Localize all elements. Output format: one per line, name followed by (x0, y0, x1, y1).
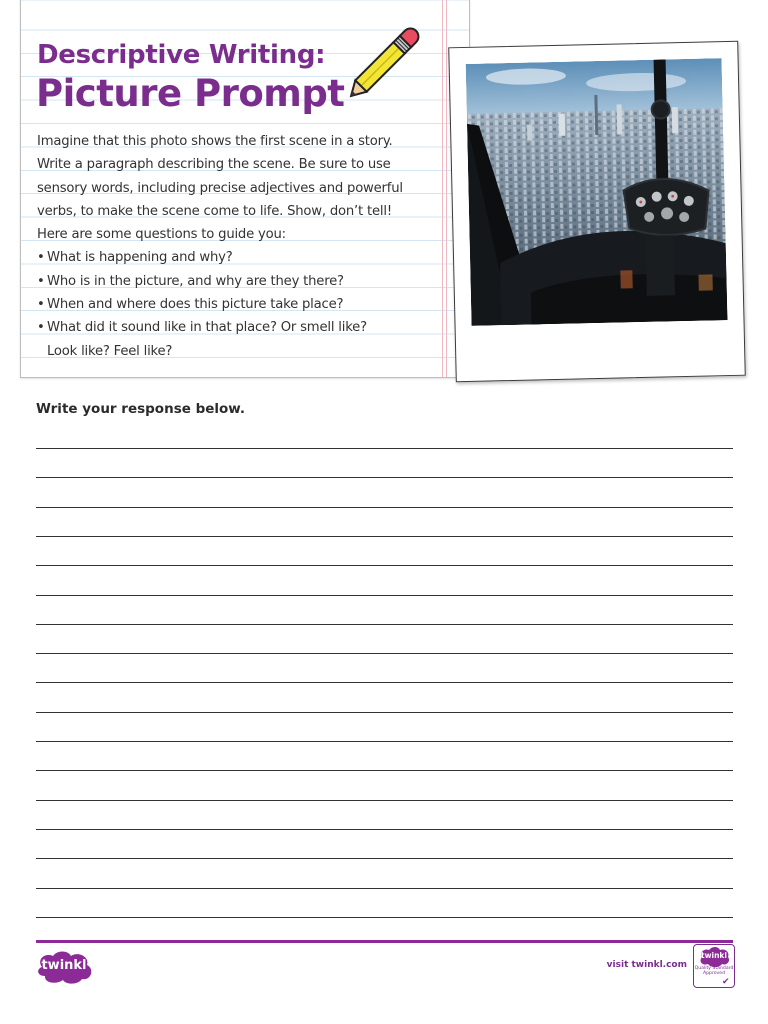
badge-quality-text: Quality Standard Approved (694, 966, 734, 977)
instructions-text (37, 130, 442, 363)
response-prompt: Write your response below. (36, 401, 246, 417)
response-lines-area[interactable] (36, 420, 733, 920)
intro-line-2: Write a paragraph describing the scene. Be sure to use (37, 157, 391, 173)
question-item (37, 293, 442, 316)
response-line[interactable] (36, 829, 733, 830)
check-icon: ✔ (722, 977, 730, 987)
bullet: • (37, 273, 45, 289)
response-line[interactable] (36, 741, 733, 742)
bullet: • (37, 320, 45, 336)
response-line[interactable] (36, 653, 733, 654)
quality-badge-icon (693, 944, 735, 988)
response-line[interactable] (36, 682, 733, 683)
response-line[interactable] (36, 917, 733, 918)
intro-line-5: Here are some questions to guide you: (37, 227, 286, 243)
question-item (37, 270, 442, 293)
notepaper-margin-line (442, 0, 447, 377)
question-item (37, 316, 442, 339)
question-text: Who is in the picture, and why are they there? (47, 273, 344, 289)
footer-divider (36, 940, 733, 943)
response-line[interactable] (36, 624, 733, 625)
response-line[interactable] (36, 536, 733, 537)
guiding-questions-list (37, 246, 442, 362)
instruction-card (20, 0, 470, 378)
response-line[interactable] (36, 712, 733, 713)
response-line[interactable] (36, 800, 733, 801)
question-item-continuation (37, 340, 442, 363)
response-line[interactable] (36, 858, 733, 859)
response-line[interactable] (36, 507, 733, 508)
visit-twinkl-link[interactable]: visit twinkl.com (606, 960, 687, 970)
bullet: • (37, 250, 45, 266)
intro-line-4: verbs, to make the scene come to life. Show, don’t tell! (37, 203, 392, 219)
intro-line-1: Imagine that this photo shows the first scene in a story. (37, 134, 393, 149)
intro-line-3: sensory words, including precise adjectives and powerful (37, 180, 403, 196)
twinkl-logo (34, 949, 96, 985)
polaroid-frame (448, 41, 746, 382)
response-line[interactable] (36, 448, 733, 449)
title-picture-prompt: Picture Prompt (36, 72, 345, 115)
title-descriptive-writing: Descriptive Writing: (37, 40, 326, 70)
response-line[interactable] (36, 888, 733, 889)
pencil-icon (339, 16, 431, 108)
question-item (37, 246, 442, 269)
response-line[interactable] (36, 595, 733, 596)
response-line[interactable] (36, 770, 733, 771)
badge-brand-text: twinkl (701, 951, 727, 960)
question-text: When and where does this picture take place? (47, 297, 344, 313)
question-continuation-text: Look like? Feel like? (47, 343, 173, 359)
response-line[interactable] (36, 565, 733, 566)
helicopter-city-photo (466, 58, 728, 326)
question-text: What is happening and why? (47, 250, 233, 266)
question-text: What did it sound like in that place? Or smell like? (47, 320, 367, 336)
bullet: • (37, 297, 45, 313)
twinkl-logo-text: twinkl (41, 958, 87, 973)
response-line[interactable] (36, 477, 733, 478)
